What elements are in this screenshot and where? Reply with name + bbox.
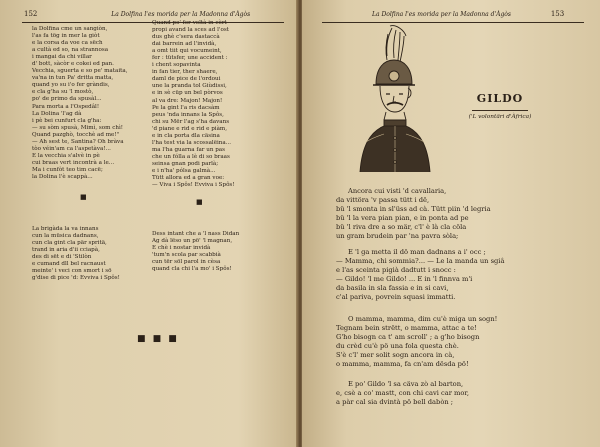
text-line: Ancora cui visti 'd cavallaria,	[348, 187, 447, 195]
text-line: va'na in tun Pa' dritta matta,	[32, 75, 114, 82]
text-line: — Ah sest te, Santina? Oh bràva	[32, 138, 124, 145]
left-page-header	[24, 10, 250, 18]
left-column-block1	[32, 26, 127, 181]
text-line: Dess intant che a 'l nass Didan	[152, 231, 240, 237]
text-line: cui braas vert incontrà a le...	[32, 159, 115, 166]
right-column-block1	[152, 20, 235, 189]
poem-subtitle: ('L volontäri d'Àfrica)	[468, 114, 532, 120]
left-page-closing-ornament: ■ ■ ■	[137, 334, 179, 344]
text-line: o mamma, mamma, fa cn'am dësda pö!	[336, 360, 469, 369]
text-line: daml de pice de l'ordoui	[152, 76, 221, 83]
text-line: peus 'nda innans la Spôs,	[152, 111, 224, 118]
text-line: — Gildo! 'l me Gildo! ... E in 'l finnva m'i	[336, 275, 473, 284]
text-line: bü 'l smonta in sl'üss ad cà. Tütt piin 'd legria	[336, 205, 491, 214]
right-column-block2	[152, 231, 239, 273]
text-line: cun la müsica dadnans,	[32, 233, 99, 240]
text-line: in fan tier, ther shaere,	[152, 69, 218, 76]
text-line: Quand pazghò, tocchè ad me!"	[32, 131, 120, 138]
text-line: Quand po' fer voltà in cèrt	[152, 20, 227, 26]
right-page-number: 153	[550, 10, 565, 18]
text-line: e in sè cüp un bel pòrvos	[152, 90, 223, 97]
text-line: fer : tütsfer, une accident :	[152, 55, 228, 62]
text-line: Ma i cunfòt teo tim cacë;	[32, 166, 103, 173]
left-running-head: La Dolfina l'es morida per la Madonna d'Àgòs	[111, 11, 251, 18]
text-line: l'ha test via la scossalëina...	[152, 139, 232, 146]
text-line: E la vecchia s'alvè in pè	[32, 152, 100, 159]
text-line: propi avand la sces ad l'ost	[152, 27, 229, 34]
right-page	[302, 0, 600, 447]
text-line: al va dre: Majon! Majon!	[152, 97, 223, 104]
text-line: Pe la gint l'a ris dacsàm	[152, 104, 220, 111]
text-line: G'ho bisogn ca t' am scroll' ; a g'ho bisogn	[336, 333, 480, 342]
text-line: trand in aria d'ii cciapà,	[32, 247, 100, 254]
text-line: la Dolfina cme un sangiòn,	[32, 26, 108, 32]
text-line: Vecchia, sguerta e so pe' mataita,	[32, 68, 128, 75]
text-line: La brigàda la va innans	[32, 226, 99, 232]
text-line: du crèd cu'è pö una fola questa chè.	[336, 342, 459, 351]
text-line: Para morta a l'Ospedâl!	[32, 103, 100, 110]
poem-stanza-4	[336, 380, 469, 407]
text-line: e cla g'ha su 'l mostò,	[32, 89, 94, 96]
text-line: dai barrein ad l'invidà,	[152, 41, 217, 48]
text-line: l'as fa tög in mer la giòt	[32, 33, 100, 40]
text-line: tòo véin'am ca l'aspetàva!...	[32, 145, 111, 152]
text-line: i mangai da chi villar	[32, 54, 92, 61]
text-line: E chè i nostar invidà	[152, 245, 211, 252]
text-line: e, csè a co' mastt, con chi cavi car mor,	[336, 389, 470, 398]
poem-title: GILDO	[476, 92, 524, 105]
text-line: c'al pariva, povrein squasi immatti.	[336, 293, 456, 302]
text-line: a omt tiit qui vocumeint,	[152, 48, 222, 55]
text-line: e i n'ha' pólsa galmà...	[152, 167, 216, 174]
text-line: i chent sopavinta	[152, 62, 201, 69]
text-line: une la pranda tol Giùdissi,	[152, 83, 227, 90]
text-line: cun tër söl parol in cèsa	[152, 259, 221, 266]
poem-stanza-1	[336, 187, 491, 241]
text-line: da vittöra 'v passa tütt i dë,	[336, 196, 430, 205]
text-line: a pàr cal sia dvintà pö bell dabòn ;	[336, 398, 454, 407]
title-rule	[472, 110, 528, 111]
text-line: g'dise di pice 'd: Evviva i Spôs!	[32, 275, 120, 282]
right-page-header	[372, 10, 564, 18]
text-line: da basila in sla fassia e in si cavi,	[336, 284, 449, 293]
text-line: bü 'l riva dre a so mär, c'l' è là cla cöla	[336, 223, 467, 232]
text-line: ma l'ha guarna far un pas	[152, 146, 225, 153]
text-line: che un fólla a lè di so braas	[152, 153, 230, 160]
left-column-ornament: ■	[80, 192, 87, 201]
text-line: d' bott, sàcòr e cokei ed pan.	[32, 61, 114, 68]
text-line: meinte' i veci con smort i sö	[32, 268, 112, 275]
text-line: des di sët e di 'Stilòn	[32, 254, 92, 261]
text-line: Tütt allora ed a gran voe:	[152, 175, 225, 182]
text-line: e la corsa da voe ca sëch	[32, 40, 103, 47]
left-page-number: 152	[24, 10, 38, 18]
text-line: bü 'l la vera pian pian, e in ponta ad pe	[336, 214, 469, 223]
text-line: La Dolina 'l'ag dà	[32, 110, 82, 117]
text-line: 'tum'n scola par scabbià	[152, 252, 221, 259]
text-line: cun cla gint cla pär spritä,	[32, 240, 107, 247]
right-running-head: La Dolfina l'es morida per la Madonna d'Àgòs	[372, 11, 511, 18]
left-page	[0, 0, 298, 447]
text-line: quand cla chi l'a mo' i Spôs!	[152, 266, 232, 273]
text-line: a cultà ed so, na strannosa	[32, 47, 109, 54]
poem-stanza-3	[336, 315, 497, 369]
text-line: E po' Gildo 'l sa cäva zò al barton,	[348, 380, 464, 388]
text-line: seinsa gnan podi parlà;	[152, 160, 219, 167]
text-line: po' de primo da spusàl...	[32, 96, 102, 103]
text-line: un gram brudein par 'na pavra sòla;	[336, 232, 459, 241]
text-line: chi su Mër l'ag s'ha davans	[152, 118, 230, 125]
text-line: — su sòm spusà, Mimì, som chì!	[32, 124, 124, 131]
text-line: S'è c'l' mer solit sogn ancora in cà,	[336, 351, 455, 360]
text-line: — Viva i Spôs! Evviva i Spôs!	[152, 182, 235, 189]
text-line: i pè bei cunfurt cla g'ha:	[32, 117, 102, 124]
text-line: e in cla porta dla cäsina	[152, 132, 220, 139]
left-column-block2	[32, 226, 120, 282]
text-line: 'd piane e rid e rid e piàm,	[152, 125, 227, 132]
text-line: O mamma, mamma, dim cu'è miga un sogn!	[348, 315, 498, 323]
text-line: dus ghè c'sera dastaccà	[152, 34, 220, 41]
text-line: — Mamma, chi sommia?... — Le la manda un sgiâ	[336, 257, 505, 266]
text-line: quand yo su i'o fer gràndis,	[32, 82, 110, 89]
text-line: Tegnam bein strëtt, o mamma, attac a te!	[336, 324, 477, 333]
poem-stanza-2	[336, 248, 504, 302]
text-line: E 'l ga metta il dö man dadnans a i' occ ;	[348, 248, 486, 256]
right-column-ornament-top: ■	[196, 197, 203, 206]
text-line: e l'as sceinta pigià dadtutt i snocc :	[336, 266, 456, 275]
text-line: e cumand dll bel racnaust	[32, 261, 106, 268]
text-line: Ag dà lëso un pö' 'l magnan,	[152, 238, 233, 245]
text-line: la Dolina l'è scappà...	[32, 173, 93, 180]
